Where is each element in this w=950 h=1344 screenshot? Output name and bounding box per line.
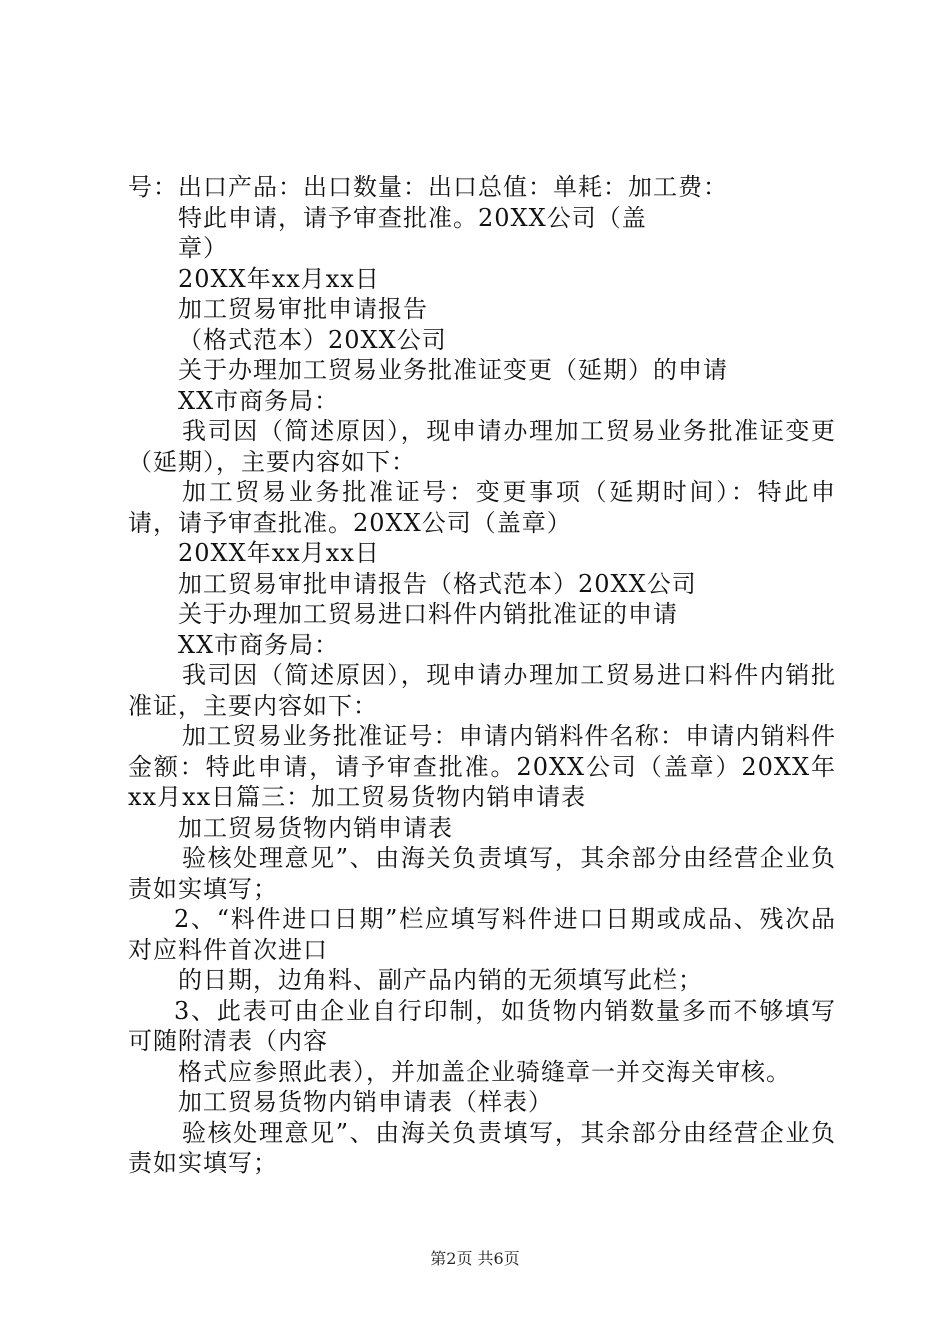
paragraph: 我司因（简述原因），现申请办理加工贸易业务批准证变更（延期），主要内容如下： xyxy=(128,417,836,476)
section-heading: 加工贸易审批申请报告（格式范本）20XX公司 xyxy=(178,569,697,598)
addressee-line: XX市商务局： xyxy=(178,386,340,415)
text-line: 格式应参照此表），并加盖企业骑缝章一并交海关审核。 xyxy=(178,1057,791,1086)
paragraph: 我司因（简述原因），现申请办理加工贸易进口料件内销批准证，主要内容如下： xyxy=(128,661,836,720)
page-footer: 第2页 共6页 xyxy=(430,1249,520,1268)
section-heading: 加工贸易货物内销申请表 xyxy=(178,813,453,842)
paragraph: 3、此表可由企业自行印制，如货物内销数量多而不够填写可随附清表（内容 xyxy=(128,996,836,1055)
text-line: 的日期，边角料、副产品内销的无须填写此栏； xyxy=(178,966,703,994)
paragraph: 加工贸易业务批准证号：变更事项（延期时间）：特此申请，请予审查批准。20XX公司（盖章） xyxy=(128,478,836,537)
section-heading: 关于办理加工贸易进口料件内销批准证的申请 xyxy=(178,600,678,628)
paragraph: 加工贸易业务批准证号：申请内销料件名称：申请内销料件金额：特此申请，请予审查批准。20XX公司（盖章）20XX年xx月xx日篇三：加工贸易货物内销申请表 xyxy=(128,722,836,811)
date-line: 20XX年xx月xx日 xyxy=(178,264,380,293)
paragraph: 2、“料件进口日期”栏应填写料件进口日期或成品、残次品对应料件首次进口 xyxy=(128,905,836,964)
text-line: 号：出口产品：出口数量：出口总值：单耗：加工费： xyxy=(128,173,728,201)
paragraph: 验核处理意见”、由海关负责填写，其余部分由经营企业负责如实填写； xyxy=(128,1118,836,1177)
section-heading: 加工贸易货物内销申请表（样表） xyxy=(178,1088,553,1116)
section-heading: 关于办理加工贸易业务批准证变更（延期）的申请 xyxy=(178,356,728,384)
date-line: 20XX年xx月xx日 xyxy=(178,539,380,567)
section-heading: 加工贸易审批申请报告 xyxy=(178,295,428,323)
paragraph: 验核处理意见”、由海关负责填写，其余部分由经营企业负责如实填写； xyxy=(128,844,836,903)
text-line: （格式范本）20XX公司 xyxy=(178,325,447,354)
text-line: 章） xyxy=(178,234,228,262)
addressee-line: XX市商务局： xyxy=(178,630,340,659)
document-body xyxy=(128,172,836,1179)
text-line: 特此申请，请予审查批准。20XX公司（盖 xyxy=(178,203,647,232)
